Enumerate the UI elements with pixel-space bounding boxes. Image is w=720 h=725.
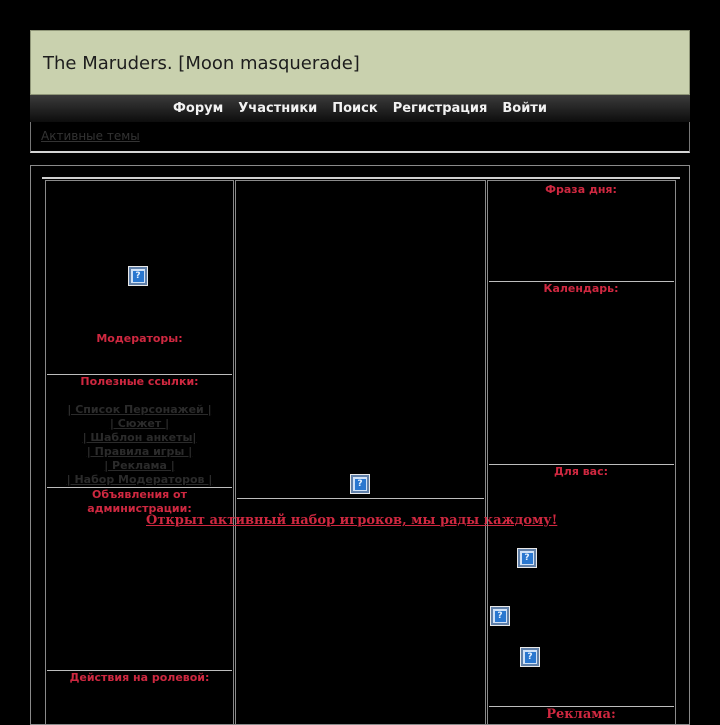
forum-title: The Maruders. [Moon masquerade] — [43, 53, 360, 74]
broken-image-icon: ? — [518, 549, 536, 567]
link-plot[interactable]: | Сюжет | — [109, 417, 170, 430]
nav-search[interactable]: Поиск — [332, 101, 378, 116]
actions-heading: Действия на ролевой: — [69, 671, 210, 684]
useful-links-heading: Полезные ссылки: — [80, 375, 199, 388]
link-form-template[interactable]: | Шаблон анкеты| — [82, 431, 197, 444]
broken-image-icon: ? — [491, 607, 509, 625]
nav-register[interactable]: Регистрация — [392, 101, 488, 116]
link-characters[interactable]: | Список Персонажей | — [67, 403, 212, 416]
ads-heading: Реклама: — [546, 707, 616, 722]
sub-bar — [30, 122, 690, 153]
calendar-heading: Календарь: — [543, 282, 619, 295]
link-ads[interactable]: | Реклама | — [104, 459, 175, 472]
nav-members[interactable]: Участники — [238, 101, 318, 116]
admin-ads-heading: Объявления от администрации: — [87, 488, 192, 515]
active-topics-link[interactable]: Активные темы — [41, 129, 140, 143]
marquee-text[interactable]: Открыт активный набор игроков, мы рады каждому! — [146, 513, 558, 528]
link-rules[interactable]: | Правила игры | — [86, 445, 193, 458]
divider — [237, 498, 484, 499]
forum-header — [30, 30, 690, 95]
middle-column — [235, 180, 486, 725]
broken-image-icon: ? — [129, 267, 147, 285]
moderators-heading: Модераторы: — [96, 332, 183, 345]
nav-login[interactable]: Войти — [502, 101, 547, 116]
broken-image-icon: ? — [351, 475, 369, 493]
right-column — [487, 180, 676, 725]
link-moderators-recruit[interactable]: | Набор Модераторов | — [66, 473, 213, 486]
broken-image-icon: ? — [521, 648, 539, 666]
nav-forum[interactable]: Форум — [173, 101, 224, 116]
useful-links-list — [47, 403, 232, 487]
for-you-heading: Для вас: — [553, 465, 609, 478]
announcement-marquee — [146, 513, 558, 533]
frame-divider — [42, 177, 680, 179]
main-nav — [30, 95, 690, 122]
phrase-of-day-heading: Фраза дня: — [545, 183, 617, 196]
